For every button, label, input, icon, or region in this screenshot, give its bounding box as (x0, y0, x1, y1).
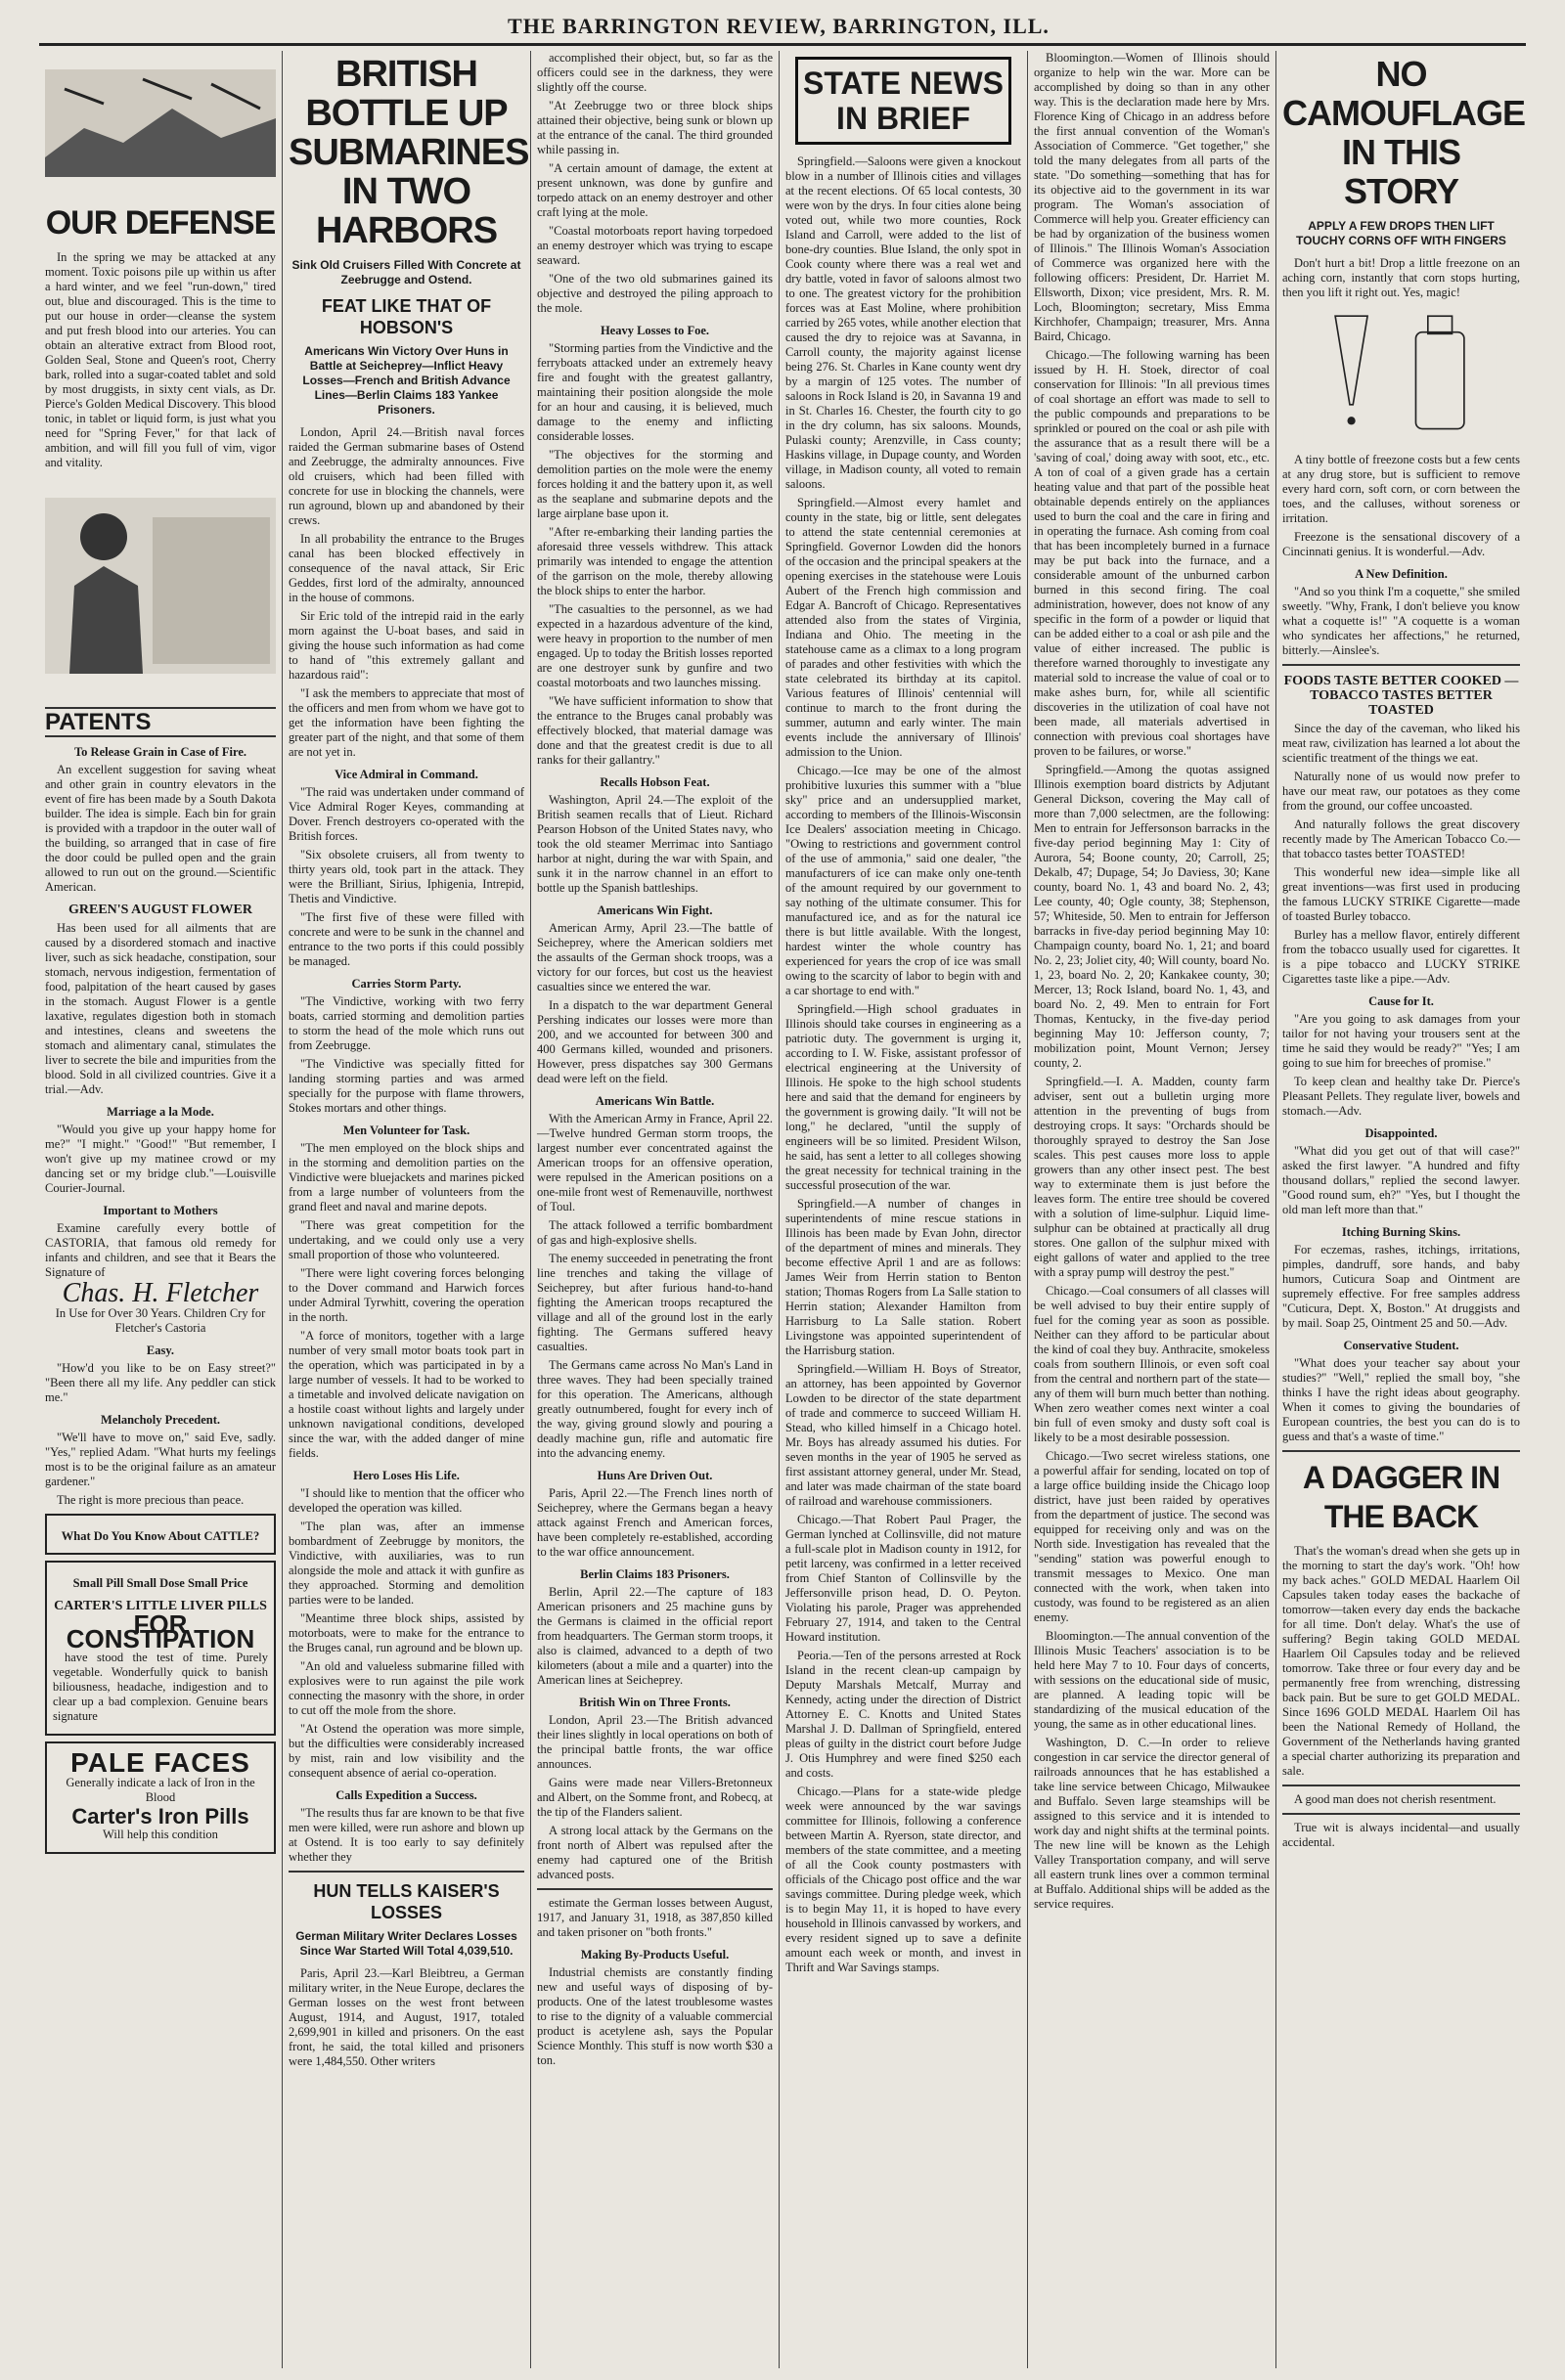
paragraph: "Storming parties from the Vindictive and the ferryboats attacked under an extremely heavy fire and fought with the greatest gallantry, maintaining their position alongside the mole for an hour and causing, it is believed, much damage to the enemy and inflicting considerable losses. (537, 341, 773, 443)
paragraph: London, April 23.—The British advanced their lines slightly in local operations on both of the principal battle fronts, the war office announces. (537, 1713, 773, 1771)
paragraph: "We have sufficient information to show that the entrance to the Bruges canal probably was effectively blocked, that material damage was done and that the greatest credit is due to all ranks for their gallantry." (537, 694, 773, 767)
paragraph: estimate the German losses between August, 1917, and January 31, 1918, as 387,850 killed and taken prisoner on "both fronts." (537, 1896, 773, 1939)
iron-title: Carter's Iron Pills (71, 1804, 249, 1829)
paragraph: The enemy succeeded in penetrating the front line trenches and taking the village of Seicheprey, but after furious hand-to-hand fighting the American troops recaptured the village and all of the ground lost in the early fighting. The Germans suffered heavy casualties. (537, 1252, 773, 1353)
columns (39, 51, 1526, 2368)
subhead: Carries Storm Party. (351, 977, 462, 991)
subhead: Calls Expedition a Success. (335, 1788, 477, 1802)
carters-head: Small Pill Small Dose Small Price (72, 1576, 248, 1590)
subhead: Conservative Student. (1343, 1339, 1459, 1352)
hobson-subheadline: FEAT LIKE THAT OF HOBSON'S (321, 296, 492, 337)
flower-title: GREEN'S AUGUST FLOWER (67, 903, 252, 917)
paragraph: "The casualties to the personnel, as we had expected in a hazardous adventure of the kind, were heavy in proportion to the number of men engaged. Up to today the British losses reported are one destroyer sunk by gunfire and two coastal motorboats and two launches missing. (537, 602, 773, 689)
carters-title: CARTER'S LITTLE LIVER PILLS (54, 1599, 267, 1613)
british-headline: BRITISH BOTTLE UP SUBMARINES IN TWO HARBORS (289, 54, 529, 251)
paragraph: "At Zeebrugge two or three block ships attained their objective, being sunk or blown up at the entrance of the canal. The third grounded while passing in. (537, 99, 773, 156)
subhead: Heavy Losses to Foe. (600, 324, 710, 337)
paragraph: "Six obsolete cruisers, all from twenty to thirty years old, took part in the attack. They were the Brilliant, Sirius, Iphigenia, Intrepid, Thetis and Vindictive. (289, 848, 524, 905)
paragraph: "At Ostend the operation was more simple, but the difficulties were considerably increased by mist, rain and low visibility and the consequent absence of aerial co-operation. (289, 1722, 524, 1780)
paragraph: Gains were made near Villers-Bretonneux and Albert, on the Somme front, and Robecq, at the tip of the Flanders salient. (537, 1776, 773, 1819)
paragraph: Springfield.—I. A. Madden, county farm adviser, sent out a bulletin urging more attention in the preventing of bugs from destroying crops. It says: "Orchards should be thoroughly sprayed to destroy the San Jose scales. This pest causes more loss to apple growers than any other insect pest. The best way to exterminate them is just before the leaves form. The entire tree should be covered with a solution of lime-sulphur. Liquid lime-sulphur can be obtained at practically all drug stores. One gallon of the sulphur mixed with eight gallons of water and applied to the tree with a spray pump will destroy the pest." (1034, 1075, 1270, 1279)
grain-text: An excellent suggestion for saving wheat and other grain in country elevators in the event of fire has been made by a South Dakota builder. The idea is simple. Each bin for grain is provided with a trapdoor in the outer wall of the building, so arranged that in case of fire the door could be pulled open and the grain allowed to run out on the ground.—Scientific American. (45, 763, 276, 894)
paragraph: accomplished their object, but, so far as the officers could see in the darkness, they were slightly off the course. (537, 51, 773, 94)
paragraph: Freezone is the sensational discovery of a Cincinnati genius. It is wonderful.—Adv. (1282, 530, 1520, 558)
easy-title: Easy. (146, 1344, 175, 1357)
paragraph: Sir Eric told of the intrepid raid in the early morn against the U-boat bases, and said in giving the house such information as had come to hand of "this extremely gallant and hazardous raid": (289, 609, 524, 682)
paragraph: Chicago.—Coal consumers of all classes will be well advised to buy their entire supply of fuel for the coming year as soon as possible. Neither can they afford to be particular about the kind of coal they buy. Anthracite, smokeless coals from southern Illinois, or even soft coal from the central and northern part of the state—any of them will burn much better than nothing. When zero weather comes next winter a coal bin full of even smoky and dusty soft coal is likely to be a most desirable possession. (1034, 1284, 1270, 1444)
easy-text: "How'd you like to be on Easy street?" "Been there all my life. Any peddler can stick me." (45, 1361, 276, 1404)
paragraph: Bloomington.—The annual convention of the Illinois Music Teachers' association is to be held here May 7 to 10. Four days of concerts, with sessions on the educational side of music, are planned. A leading topic will be standardizing of the musical education of the young, the same as in other educational lines. (1034, 1629, 1270, 1731)
paragraph: Washington, D. C.—In order to relieve congestion in car service the director general of railroads announces that he has established a take line service between Chicago, Milwaukee and Buffalo. Seven large steamships will be assigned to this service and it is intended to work day and night shifts at the terminal points. The new line will be known as the Lehigh Valley Transportation company, and will serve all eastern trunk lines over a common terminal at Buffalo. Additional ships will be added as the service requires. (1034, 1736, 1270, 1911)
paragraph: "An old and valueless submarine filled with explosives were to run against the pile work connecting the masonry with the shore, in order to cut off the mole from the shore. (289, 1659, 524, 1717)
man-portrait-icon (45, 478, 276, 693)
paragraph: "A force of monitors, together with a large number of very small motor boats took part in the operation, which was participated in by a large number of vessels. It had to be worked to a timetable and involved delicate navigation on a hostile coast without lights and largely under unknown navigational conditions, developed since the war, with the added danger of mine fields. (289, 1329, 524, 1460)
marriage-title: Marriage a la Mode. (107, 1105, 214, 1119)
subhead: Americans Win Fight. (597, 904, 713, 917)
british-deck: Sink Old Cruisers Filled With Concrete at Zeebrugge and Ostend. (291, 258, 521, 286)
paragraph: Don't hurt a bit! Drop a little freezone on an aching corn, instantly that corn stops hurting, then you lift it right out. Yes, magic! (1282, 256, 1520, 299)
defense-title: OUR DEFENSE (45, 204, 276, 242)
column-2 (282, 51, 530, 2368)
subhead: Cause for It. (1368, 994, 1434, 1008)
paragraph: Springfield.—Almost every hamlet and county in the state, big or little, sent delegates to attend the state centennial ceremonies at Springfield. Governor Lowden did the honors of the occasion and the principal speakers at the opening exercises in the statehouse were Louis Aubert of the French high commission and Edgar A. Bancroft of Chicago. Representatives attended also from the states of Virginia, Indiana and Ohio. The meeting in the statehouse came as a climax to a long program of parades and other festivities with which the state celebrated its birthday at its capitol. Various features of Illinois' centennial will continue to march to the front during the summer, autumn and early winter. The main events include the anniversary of Illinois' admission to the Union. (785, 496, 1021, 759)
subhead: Recalls Hobson Feat. (600, 775, 710, 789)
paragraph: "What does your teacher say about your studies?" "Well," replied the small boy, "she thinks I have the right ideas about geography. When it comes to giving the boundaries of European countries, the best you can do is to guess and that's a waste of time." (1282, 1356, 1520, 1443)
freezone-bottle-icon (1282, 308, 1517, 445)
pale-text: Generally indicate a lack of Iron in the Blood (66, 1776, 255, 1804)
subhead: Berlin Claims 183 Prisoners. (580, 1567, 730, 1581)
paragraph: True wit is always incidental—and usually accidental. (1282, 1821, 1520, 1849)
column-1 (39, 51, 282, 2368)
paragraph: "What did you get out of that will case?" asked the first lawyer. "A hundred and fifty thousand dollars," replied the second lawyer. "Good round sum, eh?" "Yes, but I thought the old man left more than that." (1282, 1144, 1520, 1216)
paragraph: In all probability the entrance to the Bruges canal has been blocked effectively in consequence of the naval attack, Sir Eric Geddes, first lord of the admiralty, announced in the house of commons. (289, 532, 524, 604)
paragraph: London, April 24.—British naval forces raided the German submarine bases of Ostend and Zeebrugge, the admiralty announces. Five old cruisers, which had been filled with concrete for use in blocking the channels, were run aground, blown up and abandoned by their crews. (289, 425, 524, 527)
masthead-title: THE BARRINGTON REVIEW, BARRINGTON, ILL. (508, 14, 1050, 38)
flower-text: Has been used for all ailments that are caused by a disordered stomach and inactive liver, such as sick headache, constipation, sour stomach, nervous indigestion, fermentation of food, palpitation of the heart caused by gases in the stomach. August Flower is a gentle laxative, regulates digestion both in stomach and intestines, cleans and sweetens the stomach and alimentary canal, stimulates the liver to secrete the bile and impurities from the blood. Sold in all civilized countries. Give it a trial.—Adv. (45, 921, 276, 1096)
hun-deck: German Military Writer Declares Losses Since War Started Will Total 4,039,510. (295, 1929, 517, 1958)
paragraph: "The objectives for the storming and demolition parties on the mole were the enemy forces holding it and the battery upon it, as well as the seaplane and submarine depots and the large airplane base upon it. (537, 448, 773, 520)
subhead: Vice Admiral in Command. (335, 768, 478, 781)
pale-faces-ad (45, 1741, 276, 1854)
paragraph: And naturally follows the great discovery recently made by The American Tobacco Co.—that tobacco tastes better TOASTED! (1282, 817, 1520, 860)
paragraph: Since the day of the caveman, who liked his meat raw, civilization has learned a lot about the scientific treatment of the things we eat. (1282, 722, 1520, 765)
paragraph: Springfield.—A number of changes in superintendents of mine rescue stations in Illinois has been made by Evan John, director of the department of mines and minerals. They become effective April 1 and are as follows: James Weir from Herrin station to Benton station; Thomas Rogers from La Salle station to Herrin station; Alexander Hamilton from Harrisburg to La Salle station. Robert Livingstone was appointed superintendent of the Harrisburg station. (785, 1197, 1021, 1357)
patents-title: PATENTS (45, 709, 152, 735)
paragraph: To keep clean and healthy take Dr. Pierce's Pleasant Pellets. They regulate liver, bowels and stomach.—Adv. (1282, 1075, 1520, 1118)
fletcher-signature: Chas. H. Fletcher (62, 1278, 259, 1308)
subhead: Hero Loses His Life. (353, 1469, 460, 1482)
hun-headline: HUN TELLS KAISER'S LOSSES (313, 1881, 500, 1922)
mothers-text: Examine carefully every bottle of CASTORIA, that famous old remedy for infants and children, and see that it Bears the Signature of (45, 1221, 276, 1279)
column-5 (1027, 51, 1275, 2368)
paragraph: "The men employed on the block ships and in the storming and demolition parties on the Vindictive were bluejackets and marines picked from a large number of volunteers from the grand fleet and naval and marine depots. (289, 1141, 524, 1213)
paragraph: "I should like to mention that the officer who developed the operation was killed. (289, 1486, 524, 1515)
subhead: Making By-Products Useful. (580, 1948, 730, 1961)
subhead: Disappointed. (1364, 1126, 1438, 1140)
constipation-text: have stood the test of time. Purely vegetable. Wonderfully quick to banish biliousness, headache, indigestion and to clear up a bad complexion. Genuine bears signature (53, 1651, 268, 1723)
paragraph: "The results thus far are known to be that five men were killed, were run ashore and blown up at Ostend. It is too early to say definitely whether they (289, 1806, 524, 1864)
paragraph: "Coastal motorboats report having torpedoed an enemy destroyer which was trying to escape seaward. (537, 224, 773, 267)
paragraph: In a dispatch to the war department General Pershing indicates our losses were more than 200, and we accounted for between 300 and 400 Germans killed, wounded and prisoners. However, press dispatches say 300 Germans dead were left on the field. (537, 998, 773, 1085)
carters-ad (45, 1561, 276, 1736)
paragraph: Naturally none of us would now prefer to have our meat raw, our potatoes as they come from the ground, our coffee uncoasted. (1282, 770, 1520, 813)
iron-text: Will help this condition (103, 1828, 218, 1841)
paragraph: "The Vindictive, working with two ferry boats, carried storming and demolition parties to storm the head of the mole which runs out from Zeebrugge. (289, 994, 524, 1052)
paragraph: "One of the two old submarines gained its objective and destroyed the piling approach to the mole. (537, 272, 773, 315)
paragraph: Burley has a mellow flavor, entirely different from the tobacco usually used for cigarettes. It is a pipe tobacco and LUCKY STRIKE Cigarettes taste like a pipe.—Adv. (1282, 928, 1520, 986)
right-text: The right is more precious than peace. (57, 1493, 245, 1507)
paragraph: Chicago.—Two secret wireless stations, one a powerful affair for sending, located on top of a large office building inside the Chicago loop district, have just been raided by operatives from the department of justice. The second was equipped for receiving only and was on the North side. Investigation has revealed that the "sending" station was powerful enough to transmit messages to Mexico. One man connected with the work, when taken into custody, was found to be registered as an alien enemy. (1034, 1449, 1270, 1624)
subhead: Americans Win Battle. (595, 1094, 715, 1108)
paragraph: American Army, April 23.—The battle of Seicheprey, where the American soldiers met the assaults of the German shock troops, was a victory for our forces, but cost us the heaviest casualties since we entered the war. (537, 921, 773, 993)
paragraph: "There was great competition for the undertaking, and we could only use a very small proportion of those who volunteered. (289, 1218, 524, 1261)
column-6 (1275, 51, 1526, 2368)
paragraph: "And so you think I'm a coquette," she smiled sweetly. "Why, Frank, I don't believe you know what a coquette is!" "A coquette is a woman who syndicates her affections," he returned, bitterly.—Ainslee's. (1282, 585, 1520, 657)
paragraph: The attack followed a terrific bombardment of gas and high-explosive shells. (537, 1218, 773, 1247)
battle-illustration-icon (45, 55, 276, 192)
paragraph: Springfield.—Among the quotas assigned Illinois exemption board districts by Adjutant General Dickson, covering the May call of more than 7,000 selectmen, are the following: Men to entrain for Jeffersonson barracks in the five-day period beginning May 1: City of Aurora, 54; Boone county, 20; Carroll, 25; Dekalb, 47; Dupage, 54; Jo Daviess, 30; Kane county, board No. 1, 43 and board No. 2, 43; Lee county, 40; Ogle county, 38; Stephenson, 57; Whiteside, 50. Men to entrain for Jefferson barracks in five-day period beginning May 10: Champaign county, board No. 1, 21; and board No. 2, 23; Joliet city, 40; Will county, board No. 1, 23, board No. 2, 20; Kankakee county, 30; Mercer, 13; Rock Island, board No. 1, 43, and board No. 2, 49. Men to entrain for Fort Thomas, Kentucky, in the five-day period beginning May 10: Jefferson county, 7; mobilization point, Mount Vernon; Jersey county, 2. (1034, 763, 1270, 1070)
camouflage-deck: APPLY A FEW DROPS THEN LIFT TOUCHY CORNS OFF WITH FINGERS (1296, 219, 1506, 247)
paragraph: "The plan was, after an immense bombardment of Zeebrugge by monitors, the Vindictive, with auxiliaries, was to run alongside the mole and attack it with gunfire as they approached. Storming and demolition parties were to be landed. (289, 1520, 524, 1607)
paragraph: With the American Army in France, April 22.—Twelve hundred German storm troops, the largest number ever concentrated against the American troops for an offensive operation, were repulsed in the American positions on a one-mile front west of Remenauville, northwest of Toul. (537, 1112, 773, 1213)
paragraph: Springfield.—High school graduates in Illinois should take courses in engineering as a patriotic duty. The government is urging it, according to I. W. Fiske, assistant professor of electrical engineering at the University of Illinois. He spoke to the high school students here and said that the demand for engineers by the government is growing daily. "It will not be long," he declared, "until the supply of engineers will be so limited. President Wilson, he said, has sent a letter to all colleges showing the great necessity for technical training in the successful prosecution of the war. (785, 1002, 1021, 1192)
camouflage-headline: NO CAMOUFLAGE IN THIS STORY (1282, 54, 1525, 211)
subhead: British Win on Three Fronts. (579, 1696, 731, 1709)
paragraph: "The first five of these were filled with concrete and were to be sunk in the channel and entrance to the two ports if this could possibly be managed. (289, 910, 524, 968)
paragraph: Industrial chemists are constantly finding new and useful ways of disposing of by-products. One of the latest troublesome wastes to rise to the dignity of a valuable commercial product is acetylene ash, says the Popular Science Monthly. This stuff is now worth $30 a ton. (537, 1965, 773, 2067)
paragraph: "A certain amount of damage, the extent at present unknown, was done by gunfire and torpedo attack on an enemy destroyer and other craft lying at the mole. (537, 161, 773, 219)
precedent-text: "We'll have to move on," said Eve, sadly. "Yes," replied Adam. "What hurts my feelings most is to be the original failure as an amateur gardener." (45, 1431, 276, 1488)
defense-text: In the spring we may be attacked at any moment. Toxic poisons pile up within us after a hard winter, and we feel "run-down," tired out, blue and discouraged. This is the time to put our house in order—cleanse the system and put fresh blood into our arteries. You can obtain an alterative extract from Blood root, Golden Seal, Stone and Queen's root, Cherry bark, rolled into a sugar-coated tablet and sold by most druggists, in sixty cent vials, as Dr. Pierce's Golden Medical Discovery. This blood tonic, in tablet or liquid form, is just what you need for "Spring Fever," for that lack of ambition, and will fill you full of vim, vigor and vitality. (45, 250, 276, 469)
masthead (39, 14, 1526, 46)
subhead: A New Definition. (1355, 567, 1448, 581)
marriage-text: "Would you give up your happy home for me?" "I might." "Good!" "But remember, I won't give up my matinee crowd or my dancing set or my bridge club."—Louisville Courier-Journal. (45, 1123, 276, 1195)
paragraph: Springfield.—William H. Boys of Streator, an attorney, has been appointed by Governor Lowden to be director of the state department of trade and commerce to succeed William H. Stead, who killed himself in a Chicago hotel. Mr. Boys has already assumed his duties. For seven months in the year of 1905 he served as first assistant attorney general, under Mr. Stead, and later was made chairman of the state board of railroad and warehouse commissioners. (785, 1362, 1021, 1508)
paragraph: "After re-embarking their landing parties the aforesaid three vessels withdrew. This attack primarily was intended to engage the attention of the garrison on the mole, thereby allowing the block ships to enter the harbor. (537, 525, 773, 597)
paragraph: Chicago.—That Robert Paul Prager, the German lynched at Collinsville, did not mature a full-scale plot in Madison county in 1912, for petit larceny, was confirmed in a letter received from Chief Stanton of Collinsville by the Jeffersonville prison head, D. O. Peyton. Violating his parole, Prager was apprehended February 27, 1914, and taken to the Central Howard institution. (785, 1513, 1021, 1644)
cattle-title: What Do You Know About CATTLE? (61, 1529, 260, 1543)
paragraph: For eczemas, rashes, itchings, irritations, pimples, dandruff, sore hands, and baby humors, Cuticura Soap and Ointment are supremely effective. For free samples address "Cuticura, Dept. X, Boston." At druggists and by mail. Soap 25, Ointment 25 and 50.—Adv. (1282, 1243, 1520, 1330)
precedent-title: Melancholy Precedent. (101, 1413, 220, 1427)
paragraph: "Are you going to ask damages from your tailor for not having your trousers sent at the time he said they would be ready?" "Yes; I am going to sue him for breeches of promise." (1282, 1012, 1520, 1070)
column-3 (530, 51, 779, 2368)
paragraph: Chicago.—Plans for a state-wide pledge week were announced by the war savings committee for Illinois, following a conference between Martin A. Ryerson, state director, and members of the state committee, and a meeting of all the Cook county postmasters with officials of the Chicago post office and the war savings committee. During pledge week, which is to begin May 11, it is hoped to have every household in Illinois canvassed by workers, and every resident signed up to save a definite amount each week or month, and invest in Thrift and War Savings stamps. (785, 1785, 1021, 1974)
grain-title: To Release Grain in Case of Fire. (73, 745, 247, 759)
paragraph: Peoria.—Ten of the persons arrested at Rock Island in the recent clean-up campaign by Deputy Marshals Metcalf, Murray and Kennedy, acting under the direction of District Attorney E. C. Knotts and United States Marshal J. D. Dallman of Springfield, entered pleas of guilty in the district court before Judge J. Otis Humphrey and were fined $250 each and costs. (785, 1649, 1021, 1780)
paragraph: "The raid was undertaken under command of Vice Admiral Roger Keyes, commanding at Dover. French destroyers co-operated with the British forces. (289, 785, 524, 843)
dagger-headline: A DAGGER IN THE BACK (1302, 1460, 1500, 1534)
subhead: Itching Burning Skins. (1341, 1225, 1461, 1239)
paragraph: "There were light covering forces belonging to the Dover command and Harwich forces under Admiral Tyrwhitt, covering the operation in the north. (289, 1266, 524, 1324)
constipation-title: FOR CONSTIPATION (66, 1609, 255, 1653)
paragraph: "The Vindictive was specially fitted for landing storming parties and was armed specially for the purpose with flame throwers, Stokes mortars and other things. (289, 1057, 524, 1115)
state-news-headline: STATE NEWS IN BRIEF (795, 57, 1011, 145)
paragraph: "I ask the members to appreciate that most of the officers and men from whom we have got to get the information have been fighting the greater part of the night, and that some of them are not yet in. (289, 686, 524, 759)
paragraph: "Meantime three block ships, assisted by motorboats, were to make for the entrance to the Bruges canal, run aground and be blown up. (289, 1611, 524, 1654)
paragraph: Chicago.—Ice may be one of the almost prohibitive luxuries this summer with a "blue sky" price and an undersupplied market, according to members of the Illinois-Wisconsin Ice Dealers' association meeting in Chicago. "Owing to restrictions and government control of the use of ammonia," said one dealer, "the manufacturers of ice can make only one-tenth of the amount required by our government to say nothing of the ultimate consumer. This for manufactured ice, and as for the natural ice there is but little available. With the longest, hardest winter the whole country has experienced for years the crop of ice was small owing to the scarcity of labor to begin with and a car shortage to end with." (785, 764, 1021, 997)
paragraph: Washington, April 24.—The exploit of the British seamen recalls that of Lieut. Richard Pearson Hobson of the United States navy, who took the old steamer Merrimac into Santiago harbor at night, during the war with Spain, and sunk it in the narrow channel in an effort to bottle up the Spanish battleships. (537, 793, 773, 895)
column-4 (779, 51, 1027, 2368)
paragraph: Paris, April 23.—Karl Bleibtreu, a German military writer, in the Neue Europe, declares the German losses on the west front between August, 1914, and August, 1917, totaled 2,699,901 in killed and prisoners. On the east front, he said, the total killed and prisoners were 1,484,550. Other writers (289, 1966, 524, 2068)
paragraph: Springfield.—Saloons were given a knockout blow in a number of Illinois cities and villages at the recent elections. Of 65 local contests, 30 were won by the drys. In four cities alone being voted out, while two more counties, Rock Island and Carroll, were added to the list of bone-dry counties. Blue Island, the only spot in Cook county where there was a real wet and dry battle, voted in favor of saloons almost two to one. The greatest victory for the prohibition forces was at East Moline, where prohibition carried by 265 votes, while another election that caused the dry to rejoice was at Savanna, in Carroll county, the majority against license being 276. St. Charles in Kane county went dry by a margin of 125 votes. The number of saloons in Rock Island is 20, in Savanna 19 and in St. Charles 16. Chester, the fourth city to go in the dry column, has six saloons. Mounds, Pulaski county; Arenzville, in Cass county; Haskins village, in Dupage county, and Worden village, in Madison county, all voted to remain saloons. (785, 154, 1021, 491)
pale-title: PALE FACES (70, 1747, 250, 1778)
paragraph: Paris, April 22.—The French lines north of Seicheprey, where the Germans began a heavy attack against French and American forces, have been completely re-established, according to the war office announcement. (537, 1486, 773, 1559)
subhead: Huns Are Driven Out. (597, 1469, 713, 1482)
paragraph: The Germans came across No Man's Land in three waves. They had been specially trained for this operation. The Americans, although greatly outnumbered, fought for every inch of the way, giving ground slowly and pouring a deadly machine gun, rifle and automatic fire into the advancing enemy. (537, 1358, 773, 1460)
hobson-deck: Americans Win Victory Over Huns in Battle at Seicheprey—Inflict Heavy Losses—French and British Advance Lines—Berlin Claims 183 Yankee Prisoners. (302, 344, 511, 417)
paragraph: A tiny bottle of freezone costs but a few cents at any drug store, but is sufficient to remove every hard corn, soft corn, or corn between the toes, and the calluses, without soreness or irritation. (1282, 453, 1520, 525)
paragraph: Bloomington.—Women of Illinois should organize to help win the war. More can be accomplished by doing so than in any other way. This is the declaration made here by Mrs. Florence King of Chicago in an address before the first annual convention of the Woman's Association of Commerce. "Get together," she told the many delegates from all parts of the state. "Do something—something that has for its objective aid to the government in its war program. The Woman's association of Commerce will help you. Greater efficiency can be had by organization of the business women of Illinois." The Illinois Woman's Association of Commerce was organized here with the following officers: President, Dr. Harriet M. Ellsworth, Dixon; vice president, Mrs. R. M. Loch, Bloomington; secretary, Miss Emma Kirchhofer, Champaign; treasurer, Mrs. Anna Baird, Chicago. (1034, 51, 1270, 343)
cattle-ad (45, 1514, 276, 1555)
paragraph: That's the woman's dread when she gets up in the morning to start the day's work. "Oh! how my back aches." GOLD MEDAL Haarlem Oil Capsules taken today eases the backache of tomorrow—taken every day ends the backache for all time. Don't delay. What's the use of suffering? Begin taking GOLD MEDAL Haarlem Oil Capsules today and be relieved tomorrow. Take three or four every day and be permanently free from wrenching, distressing back pain. But be sure to get GOLD MEDAL. Since 1696 GOLD MEDAL Haarlem Oil has been the National Remedy of Holland, the Government of the Netherlands having granted a special charter authorizing its preparation and sale. (1282, 1544, 1520, 1778)
foods-headline: FOODS TASTE BETTER COOKED —TOBACCO TASTES BETTER TOASTED (1283, 674, 1519, 718)
mothers-title: Important to Mothers (103, 1204, 218, 1217)
paragraph: A strong local attack by the Germans on the front north of Albert was repulsed after the enemy had captured one of the British advanced posts. (537, 1824, 773, 1881)
subhead: Men Volunteer for Task. (342, 1124, 470, 1137)
paragraph: Chicago.—The following warning has been issued by H. H. Stoek, director of coal conservation for Illinois: "In all previous times of coal shortage an effort was made to sell to the public compounds and preparations to be sprinkled or poured on the coal or ash pile with the assurance that as a result there will be a 'saving of coal,' doing away with soot, etc., etc. A ton of coal of a given grade has a certain heating value and that part of the possible heat obtainable depends entirely on the appliances used to burn the coal and the care in firing and in operating the furnace. Ash coming from coal that has been incompletely burned in a furnace may be put back into the furnace, and a considerable amount of the unburned carbon burned in this second firing. The coal administration, however, does not know of any specific in the form of a powder or liquid that can be added either to a coal or ash pile and the value of either increased. The public is therefore warned thoroughly to investigate any material sold to increase the value of coal or to make ashes burn, for, while all scientific discoveries in the utilization of coal have not been made, all materials advertised in connection with previous coal shortages have proven to be failures, or worse." (1034, 348, 1270, 758)
mothers-tail: In Use for Over 30 Years. Children Cry for Fletcher's Castoria (55, 1306, 266, 1335)
paragraph: This wonderful new idea—simple like all great inventions—was first used in producing the famous LUCKY STRIKE Cigarette—made of toasted Burley tobacco. (1282, 865, 1520, 923)
paragraph: A good man does not cherish resentment. (1294, 1792, 1497, 1806)
paragraph: Berlin, April 22.—The capture of 183 American prisoners and 25 machine guns by the Germans is claimed in the official report from headquarters. The German storm troops, it also is claimed, advanced to a depth of two kilometers (about a mile and a quarter) into the American lines at Seicheprey. (537, 1585, 773, 1687)
